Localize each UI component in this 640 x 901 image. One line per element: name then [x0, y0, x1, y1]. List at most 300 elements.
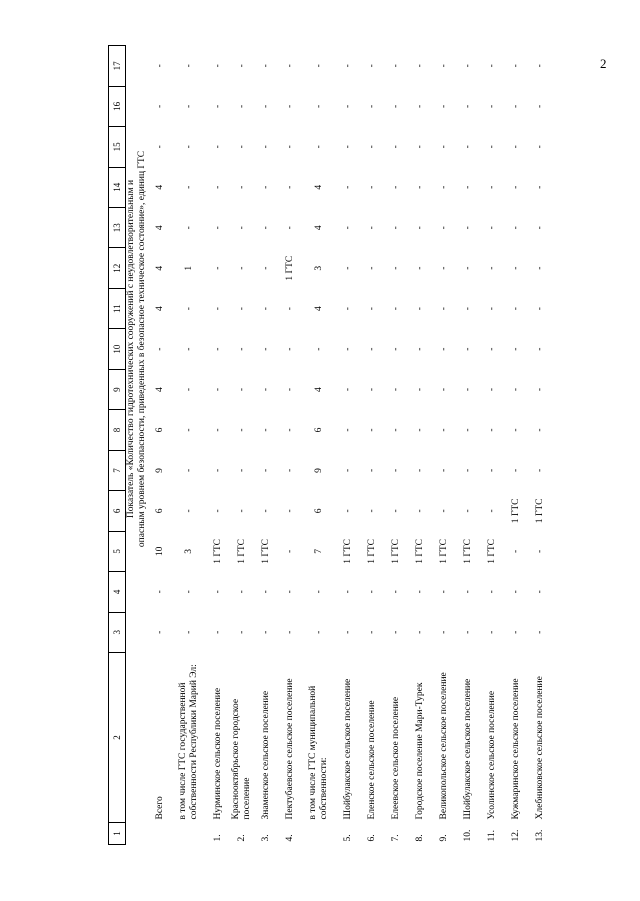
- row-cell-col-9: -: [213, 387, 223, 392]
- row-cell-col-15: -: [415, 145, 425, 149]
- row-cell-col-6: -: [391, 509, 401, 513]
- row-cell-col-6: -: [184, 509, 194, 513]
- row-cell-col-4: -: [213, 590, 223, 594]
- header-cell-9: 9: [109, 369, 126, 409]
- row-cell-col-5: 1 ГТС: [415, 538, 425, 564]
- table-row: [456, 46, 480, 845]
- row-cell-col-6: -: [285, 509, 295, 513]
- row-cell-col-8: -: [511, 428, 521, 432]
- row-cell-col-13: -: [367, 226, 377, 230]
- row-cell-col-12: -: [439, 266, 449, 270]
- header-cell-1: 1: [109, 823, 126, 845]
- table-row: [336, 46, 360, 845]
- table-row: [302, 46, 336, 845]
- row-cell-col-10: -: [415, 347, 425, 351]
- table-row: [504, 46, 528, 845]
- caption-row: [126, 46, 149, 845]
- row-cell-col-3: -: [213, 630, 223, 634]
- row-cell-col-4: -: [367, 590, 377, 594]
- row-cell-col-4: -: [391, 590, 401, 594]
- row-cell-col-15: -: [261, 145, 271, 149]
- header-cell-12: 12: [109, 248, 126, 288]
- row-cell-col-9: -: [439, 387, 449, 392]
- row-cell-col-13: -: [463, 226, 473, 230]
- row-cell-col-17: -: [237, 64, 247, 68]
- row-cell-col-5: 7: [314, 549, 324, 554]
- row-cell-col-6: -: [367, 509, 377, 513]
- row-cell-col-13: -: [487, 226, 497, 230]
- row-cell-col-4: -: [535, 590, 545, 594]
- row-cell-col-3: -: [237, 630, 247, 634]
- row-number: 1.: [213, 834, 223, 842]
- row-name: Хлебниковское сельское поселение: [534, 676, 545, 820]
- row-cell-col-16: -: [487, 104, 497, 108]
- row-cell-col-16: -: [155, 104, 165, 108]
- row-cell-col-9: -: [261, 387, 271, 392]
- table-row: [172, 46, 206, 845]
- row-cell-col-16: -: [261, 104, 271, 108]
- row-name: Еленское сельское поселение: [366, 700, 377, 820]
- row-cell-col-4: -: [261, 590, 271, 594]
- row-cell-col-4: -: [511, 590, 521, 594]
- row-cell-col-13: -: [391, 226, 401, 230]
- row-cell-col-5: 10: [155, 546, 165, 557]
- row-cell-col-10: -: [213, 347, 223, 351]
- row-number: [148, 823, 172, 845]
- row-cell-col-8: -: [463, 428, 473, 432]
- row-cell-col-13: -: [285, 226, 295, 230]
- row-cell-col-15: -: [155, 145, 165, 149]
- table-row: [230, 46, 254, 845]
- row-cell-col-5: 1 ГТС: [367, 538, 377, 564]
- table-body: [126, 46, 553, 845]
- row-cell-col-17: -: [367, 64, 377, 68]
- row-name: Всего: [154, 796, 165, 820]
- row-cell-col-3: -: [439, 630, 449, 634]
- row-cell-col-8: -: [237, 428, 247, 432]
- row-cell-col-4: -: [463, 590, 473, 594]
- row-number: 12.: [511, 829, 521, 842]
- row-cell-col-11: -: [343, 307, 353, 311]
- row-cell-col-11: -: [511, 307, 521, 311]
- row-cell-col-6: 6: [314, 508, 324, 514]
- row-cell-col-16: -: [415, 104, 425, 108]
- row-name: Шойбулакское сельское поселение: [462, 678, 473, 820]
- row-cell-col-10: -: [184, 347, 194, 351]
- row-cell-col-9: -: [237, 387, 247, 392]
- table-row: [254, 46, 278, 845]
- row-cell-col-4: -: [314, 590, 324, 594]
- row-cell-col-17: -: [285, 64, 295, 68]
- row-cell-col-12: -: [237, 266, 247, 270]
- row-cell-col-12: -: [261, 266, 271, 270]
- row-cell-col-3: -: [314, 630, 324, 634]
- row-cell-col-6: 6: [155, 508, 165, 514]
- row-cell-col-15: -: [213, 145, 223, 149]
- row-cell-col-17: -: [261, 64, 271, 68]
- row-cell-col-12: 3: [314, 265, 324, 271]
- row-cell-col-4: -: [487, 590, 497, 594]
- row-cell-col-8: -: [285, 428, 295, 432]
- row-number: 4.: [285, 834, 295, 842]
- row-cell-col-10: -: [237, 347, 247, 351]
- row-cell-col-17: -: [184, 64, 194, 68]
- row-cell-col-17: -: [487, 64, 497, 68]
- table-rotation-frame: [108, 45, 628, 845]
- row-cell-col-14: -: [285, 185, 295, 189]
- row-cell-col-17: -: [463, 64, 473, 68]
- row-cell-col-8: -: [535, 428, 545, 432]
- row-cell-col-10: -: [463, 347, 473, 351]
- row-cell-col-12: -: [367, 266, 377, 270]
- row-cell-col-13: -: [415, 226, 425, 230]
- table-row: [528, 46, 552, 845]
- row-name: Елеевское сельское поселение: [390, 696, 401, 820]
- row-cell-col-11: -: [184, 307, 194, 311]
- row-cell-col-9: -: [487, 387, 497, 392]
- header-cell-14: 14: [109, 167, 126, 207]
- row-cell-col-5: -: [285, 549, 295, 553]
- row-number: 2.: [237, 834, 247, 842]
- row-cell-col-14: -: [261, 185, 271, 189]
- header-cell-6: 6: [109, 491, 126, 531]
- row-number: 11.: [487, 829, 497, 842]
- row-cell-col-6: -: [439, 509, 449, 513]
- table-row: [278, 46, 302, 845]
- row-cell-col-7: -: [237, 468, 247, 473]
- row-cell-col-10: -: [155, 347, 165, 351]
- row-cell-col-15: -: [314, 145, 324, 149]
- row-cell-col-7: -: [184, 468, 194, 473]
- row-cell-col-14: 4: [314, 184, 324, 190]
- row-number: [302, 823, 336, 845]
- table-row: [432, 46, 456, 845]
- table-row: [408, 46, 432, 845]
- row-cell-col-12: 1 ГТС: [285, 255, 295, 281]
- row-cell-col-3: -: [391, 630, 401, 634]
- row-cell-col-10: -: [487, 347, 497, 351]
- caption-spacer: [126, 823, 149, 845]
- row-cell-col-15: -: [237, 145, 247, 149]
- row-cell-col-11: 4: [155, 306, 165, 312]
- row-cell-col-14: 4: [155, 184, 165, 190]
- row-cell-col-11: -: [237, 307, 247, 311]
- row-cell-col-16: -: [285, 104, 295, 108]
- row-cell-col-15: -: [511, 145, 521, 149]
- row-cell-col-6: -: [487, 509, 497, 513]
- caption-line-2: опасным уровнем безопасности, приведенных в безопасное техническое состояние», единиц ГТС: [137, 150, 147, 548]
- row-cell-col-17: -: [314, 64, 324, 68]
- row-cell-col-7: -: [343, 468, 353, 473]
- row-cell-col-14: -: [487, 185, 497, 189]
- row-cell-col-4: -: [439, 590, 449, 594]
- row-cell-col-7: -: [511, 468, 521, 473]
- row-name: в том числе ГТС муниципальной собственности:: [308, 685, 329, 820]
- row-cell-col-13: -: [511, 226, 521, 230]
- row-name: Городское поселение Мари-Турек: [414, 682, 425, 820]
- row-cell-col-5: 1 ГТС: [487, 538, 497, 564]
- row-cell-col-7: -: [391, 468, 401, 473]
- row-cell-col-11: -: [213, 307, 223, 311]
- row-cell-col-5: 1 ГТС: [237, 538, 247, 564]
- header-cell-13: 13: [109, 208, 126, 248]
- row-name: Кужмаринское сельское поселение: [510, 678, 521, 820]
- row-cell-col-11: -: [487, 307, 497, 311]
- header-cell-3: 3: [109, 612, 126, 652]
- row-cell-col-13: -: [237, 226, 247, 230]
- row-cell-col-7: -: [415, 468, 425, 473]
- row-cell-col-12: -: [463, 266, 473, 270]
- row-cell-col-7: -: [487, 468, 497, 473]
- row-cell-col-12: -: [415, 266, 425, 270]
- row-cell-col-12: -: [535, 266, 545, 270]
- row-cell-col-3: -: [463, 630, 473, 634]
- header-cell-4: 4: [109, 572, 126, 612]
- row-cell-col-11: -: [391, 307, 401, 311]
- table-row: [384, 46, 408, 845]
- row-name: Усолинское сельское поселение: [486, 690, 497, 820]
- row-cell-col-14: -: [535, 185, 545, 189]
- row-cell-col-12: -: [213, 266, 223, 270]
- row-cell-col-10: -: [535, 347, 545, 351]
- row-cell-col-15: -: [184, 145, 194, 149]
- row-cell-col-10: -: [439, 347, 449, 351]
- row-cell-col-15: -: [343, 145, 353, 149]
- row-name: Великопольское сельское поселение: [438, 672, 449, 820]
- row-cell-col-10: -: [285, 347, 295, 351]
- row-cell-col-9: -: [391, 387, 401, 392]
- row-cell-col-17: -: [439, 64, 449, 68]
- row-cell-col-11: -: [439, 307, 449, 311]
- row-cell-col-17: -: [343, 64, 353, 68]
- row-cell-col-16: -: [463, 104, 473, 108]
- row-cell-col-7: -: [285, 468, 295, 473]
- caption-spacer-2: [126, 653, 149, 823]
- row-cell-col-9: -: [415, 387, 425, 392]
- row-cell-col-3: -: [285, 630, 295, 634]
- row-cell-col-3: -: [367, 630, 377, 634]
- row-cell-col-15: -: [391, 145, 401, 149]
- row-cell-col-7: -: [463, 468, 473, 473]
- row-cell-col-4: -: [155, 590, 165, 594]
- row-cell-col-8: -: [415, 428, 425, 432]
- row-cell-col-17: -: [535, 64, 545, 68]
- header-cell-11: 11: [109, 288, 126, 328]
- row-cell-col-5: -: [511, 549, 521, 553]
- table-row: [480, 46, 504, 845]
- row-cell-col-4: -: [237, 590, 247, 594]
- row-cell-col-5: 1 ГТС: [261, 538, 271, 564]
- row-cell-col-13: -: [535, 226, 545, 230]
- row-cell-col-13: -: [261, 226, 271, 230]
- row-cell-col-3: -: [511, 630, 521, 634]
- table-row: [148, 46, 172, 845]
- page-number: 2: [600, 56, 607, 71]
- row-cell-col-17: -: [511, 64, 521, 68]
- row-cell-col-16: -: [511, 104, 521, 108]
- row-cell-col-7: -: [213, 468, 223, 473]
- row-cell-col-8: 6: [155, 427, 165, 433]
- row-cell-col-6: -: [463, 509, 473, 513]
- row-number: 9.: [439, 834, 449, 842]
- row-cell-col-9: 4: [155, 387, 165, 392]
- row-cell-col-13: 4: [314, 225, 324, 231]
- row-cell-col-3: -: [261, 630, 271, 634]
- row-cell-col-7: 9: [155, 468, 165, 473]
- row-number: 10.: [463, 829, 473, 842]
- row-cell-col-13: -: [343, 226, 353, 230]
- row-cell-col-12: 1: [184, 265, 194, 271]
- row-cell-col-8: 6: [314, 427, 324, 433]
- row-cell-col-5: 3: [184, 549, 194, 554]
- row-cell-col-15: -: [487, 145, 497, 149]
- row-cell-col-8: -: [213, 428, 223, 432]
- row-cell-col-6: -: [261, 509, 271, 513]
- row-cell-col-7: -: [439, 468, 449, 473]
- table-row: [360, 46, 384, 845]
- row-cell-col-9: -: [463, 387, 473, 392]
- row-cell-col-14: -: [213, 185, 223, 189]
- row-cell-col-8: -: [261, 428, 271, 432]
- row-cell-col-10: -: [367, 347, 377, 351]
- row-cell-col-12: -: [511, 266, 521, 270]
- row-number: 7.: [391, 834, 401, 842]
- row-cell-col-6: -: [415, 509, 425, 513]
- row-cell-col-16: -: [343, 104, 353, 108]
- row-cell-col-11: -: [415, 307, 425, 311]
- row-cell-col-15: -: [535, 145, 545, 149]
- row-cell-col-9: -: [535, 387, 545, 392]
- row-cell-col-17: -: [415, 64, 425, 68]
- row-cell-col-5: 1 ГТС: [343, 538, 353, 564]
- row-name: Знаменское сельское поселение: [260, 690, 271, 820]
- row-name: Красноoктябрьское городское поселение: [231, 698, 252, 820]
- row-cell-col-6: -: [343, 509, 353, 513]
- row-number: 5.: [343, 834, 353, 842]
- row-cell-col-8: -: [343, 428, 353, 432]
- header-cell-7: 7: [109, 450, 126, 490]
- row-cell-col-11: -: [261, 307, 271, 311]
- row-cell-col-14: -: [463, 185, 473, 189]
- row-cell-col-16: -: [314, 104, 324, 108]
- row-cell-col-11: -: [367, 307, 377, 311]
- row-cell-col-16: -: [367, 104, 377, 108]
- row-cell-col-10: -: [343, 347, 353, 351]
- header-cell-10: 10: [109, 329, 126, 369]
- row-cell-col-5: 1 ГТС: [213, 538, 223, 564]
- row-number: 6.: [367, 834, 377, 842]
- caption-line-1: Показатель «Количество гидротехнических сооружений с неудовлетворительным и: [126, 179, 136, 519]
- row-number: 13.: [535, 829, 545, 842]
- row-cell-col-13: 4: [155, 225, 165, 231]
- row-cell-col-17: -: [391, 64, 401, 68]
- header-cell-17: 17: [109, 46, 126, 87]
- row-number: 8.: [415, 834, 425, 842]
- row-cell-col-5: -: [535, 549, 545, 553]
- row-cell-col-16: -: [184, 104, 194, 108]
- row-cell-col-16: -: [535, 104, 545, 108]
- row-cell-col-9: -: [511, 387, 521, 392]
- row-cell-col-9: -: [184, 387, 194, 392]
- header-row: [109, 46, 126, 845]
- row-cell-col-4: -: [184, 590, 194, 594]
- row-cell-col-13: -: [213, 226, 223, 230]
- row-cell-col-17: -: [155, 64, 165, 68]
- row-cell-col-12: -: [487, 266, 497, 270]
- row-cell-col-13: -: [439, 226, 449, 230]
- row-cell-col-12: 4: [155, 265, 165, 271]
- row-cell-col-12: -: [343, 266, 353, 270]
- row-cell-col-11: 4: [314, 306, 324, 312]
- row-cell-col-3: -: [343, 630, 353, 634]
- row-cell-col-6: -: [213, 509, 223, 513]
- row-cell-col-10: -: [261, 347, 271, 351]
- row-cell-col-3: -: [487, 630, 497, 634]
- row-cell-col-15: -: [439, 145, 449, 149]
- row-cell-col-10: -: [391, 347, 401, 351]
- row-cell-col-14: -: [343, 185, 353, 189]
- header-cell-5: 5: [109, 531, 126, 571]
- row-cell-col-14: -: [237, 185, 247, 189]
- row-cell-col-3: -: [535, 630, 545, 634]
- row-cell-col-16: -: [213, 104, 223, 108]
- row-cell-col-11: -: [463, 307, 473, 311]
- row-cell-col-16: -: [439, 104, 449, 108]
- row-cell-col-8: -: [487, 428, 497, 432]
- row-cell-col-8: -: [439, 428, 449, 432]
- header-cell-2: 2: [109, 653, 126, 823]
- row-cell-col-9: -: [367, 387, 377, 392]
- row-name: Нурминское сельское поселение: [212, 687, 223, 820]
- row-name: Пектубаевское сельское поселение: [284, 678, 295, 820]
- row-cell-col-7: -: [367, 468, 377, 473]
- rotated-table-wrapper: [108, 45, 545, 845]
- row-cell-col-11: -: [285, 307, 295, 311]
- gts-table: [108, 45, 552, 845]
- table-caption: [126, 46, 149, 653]
- row-name: в том числе ГТС государственной собственности Республики Марий Эл:: [178, 664, 199, 820]
- row-cell-col-11: -: [535, 307, 545, 311]
- row-cell-col-4: -: [343, 590, 353, 594]
- row-cell-col-17: -: [213, 64, 223, 68]
- table-header: [109, 46, 126, 845]
- row-cell-col-14: -: [415, 185, 425, 189]
- row-cell-col-14: -: [439, 185, 449, 189]
- row-number: 3.: [261, 834, 271, 842]
- row-cell-col-9: -: [343, 387, 353, 392]
- row-cell-col-6: 1 ГТС: [535, 498, 545, 524]
- row-cell-col-5: 1 ГТС: [391, 538, 401, 564]
- row-cell-col-10: -: [511, 347, 521, 351]
- row-cell-col-9: -: [285, 387, 295, 392]
- row-cell-col-7: -: [261, 468, 271, 473]
- header-cell-16: 16: [109, 86, 126, 126]
- row-cell-col-5: 1 ГТС: [439, 538, 449, 564]
- row-cell-col-7: 9: [314, 468, 324, 473]
- row-cell-col-14: -: [367, 185, 377, 189]
- row-number: [172, 823, 206, 845]
- row-name: Шойбулакское сельское поселение: [342, 678, 353, 820]
- row-cell-col-8: -: [184, 428, 194, 432]
- row-cell-col-3: -: [415, 630, 425, 634]
- row-cell-col-4: -: [285, 590, 295, 594]
- header-cell-15: 15: [109, 127, 126, 167]
- table-row: [206, 46, 230, 845]
- row-cell-col-5: 1 ГТС: [463, 538, 473, 564]
- row-cell-col-15: -: [463, 145, 473, 149]
- row-cell-col-16: -: [391, 104, 401, 108]
- row-cell-col-7: -: [535, 468, 545, 473]
